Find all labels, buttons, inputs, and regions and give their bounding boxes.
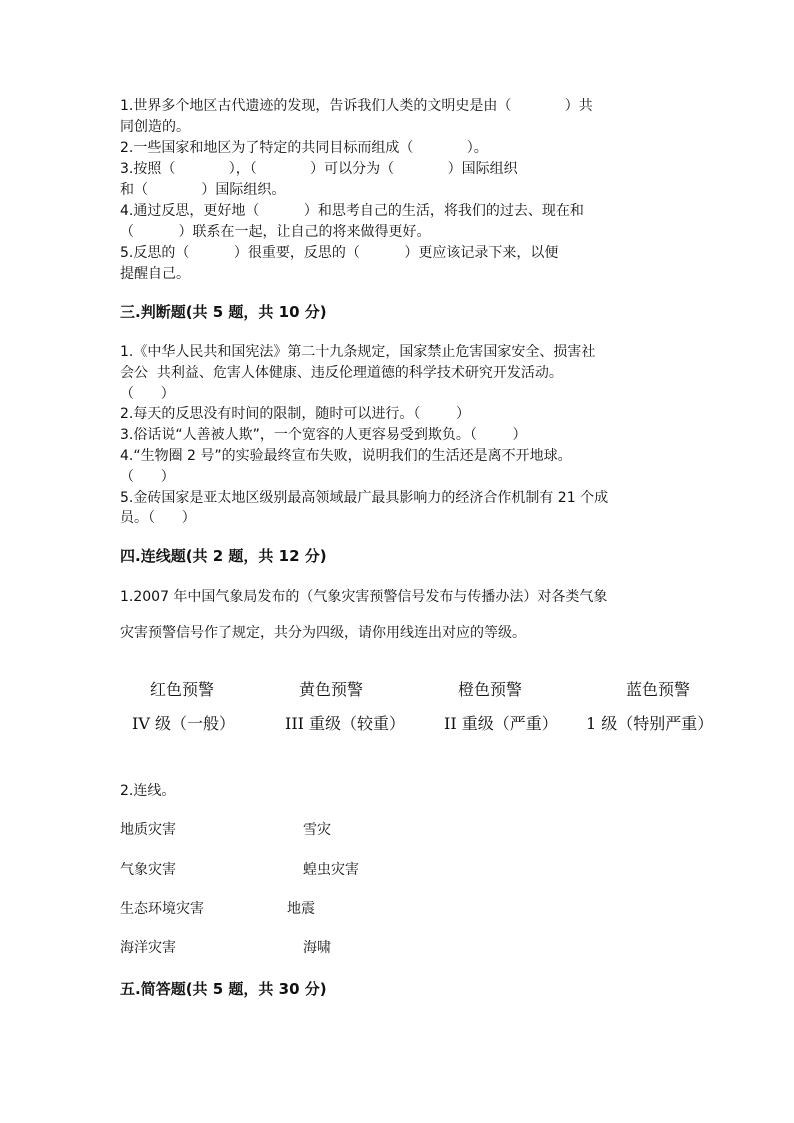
match-q2-title: 2.连线。 xyxy=(120,783,176,799)
match-q1-line2: 灾害预警信号作了规定，共分为四级，请你用线连出对应的等级。 xyxy=(120,625,526,641)
pair-right-earthquake: 地震 xyxy=(287,901,315,917)
pair-left-ocean: 海洋灾害 xyxy=(120,940,176,956)
level-ii: II 重级（严重） xyxy=(444,714,558,733)
pair-right-tsunami: 海啸 xyxy=(303,940,331,956)
warning-blue: 蓝色预警 xyxy=(626,680,691,699)
judge-q2-line1: 2.每天的反思没有时间的限制，随时可以进行。（ ） xyxy=(120,406,470,422)
fill-q3-line1: 3.按照（ ），（ ）可以分为（ ）国际组织 xyxy=(120,161,518,177)
fill-q4-line1: 4.通过反思，更好地（ ）和思考自己的生活，将我们的过去、现在和 xyxy=(120,203,584,219)
pair-right-snow: 雪灾 xyxy=(303,822,331,838)
fill-q5-line1: 5.反思的（ ）很重要，反思的（ ）更应该记录下来，以便 xyxy=(120,245,559,261)
judge-q5-line2: 员。（ ） xyxy=(120,510,196,526)
match-q1-line1: 1.2007 年中国气象局发布的（气象灾害预警信号发布与传播办法）对各类气象 xyxy=(120,589,608,605)
pair-left-weather: 气象灾害 xyxy=(120,862,176,878)
level-iv: IV 级（一般） xyxy=(132,714,235,733)
pair-right-locust: 蝗虫灾害 xyxy=(303,862,359,878)
warning-yellow: 黄色预警 xyxy=(299,680,364,699)
fill-q5-line2: 提醒自己。 xyxy=(120,266,190,282)
fill-q4-line2: （ ）联系在一起，让自己的将来做得更好。 xyxy=(120,224,431,240)
section5-heading: 五.简答题(共 5 题，共 30 分) xyxy=(120,980,327,998)
warning-orange: 橙色预警 xyxy=(458,680,523,699)
warning-red: 红色预警 xyxy=(150,680,215,699)
judge-q1-line2: 会公 共利益、危害人体健康、违反伦理道德的科学技术研究开发活动。 xyxy=(120,365,563,381)
level-iii: III 重级（较重） xyxy=(285,714,406,733)
fill-q1-line1: 1.世界多个地区古代遗迹的发现，告诉我们人类的文明史是由（ ）共 xyxy=(120,98,593,114)
judge-q1-line1: 1.《中华人民共和国宪法》第二十九条规定，国家禁止危害国家安全、损害社 xyxy=(120,344,596,360)
judge-q5-line1: 5.金砖国家是亚太地区级别最高领域最广最具影响力的经济合作机制有 21 个成 xyxy=(120,490,609,506)
pair-left-ecology: 生态环境灾害 xyxy=(120,901,204,917)
pair-left-geology: 地质灾害 xyxy=(120,822,176,838)
fill-q2-line1: 2.一些国家和地区为了特定的共同目标而组成（ ）。 xyxy=(120,140,488,156)
section4-heading: 四.连线题(共 2 题，共 12 分) xyxy=(120,547,327,565)
fill-q3-line2: 和（ ）国际组织。 xyxy=(120,182,286,198)
fill-q1-line2: 同创造的。 xyxy=(120,119,190,135)
judge-q4-line1: 4.“生物圈 2 号”的实验最终宣布失败，说明我们的生活还是离不开地球。 xyxy=(120,448,572,464)
judge-q1-blank: （ ） xyxy=(120,386,175,402)
section3-heading: 三.判断题(共 5 题，共 10 分) xyxy=(120,303,327,321)
judge-q3-line1: 3.俗话说“人善被人欺”，一个宽容的人更容易受到欺负。（ ） xyxy=(120,427,527,443)
judge-q4-blank: （ ） xyxy=(120,469,175,485)
level-i: 1 级（特别严重） xyxy=(586,714,714,733)
